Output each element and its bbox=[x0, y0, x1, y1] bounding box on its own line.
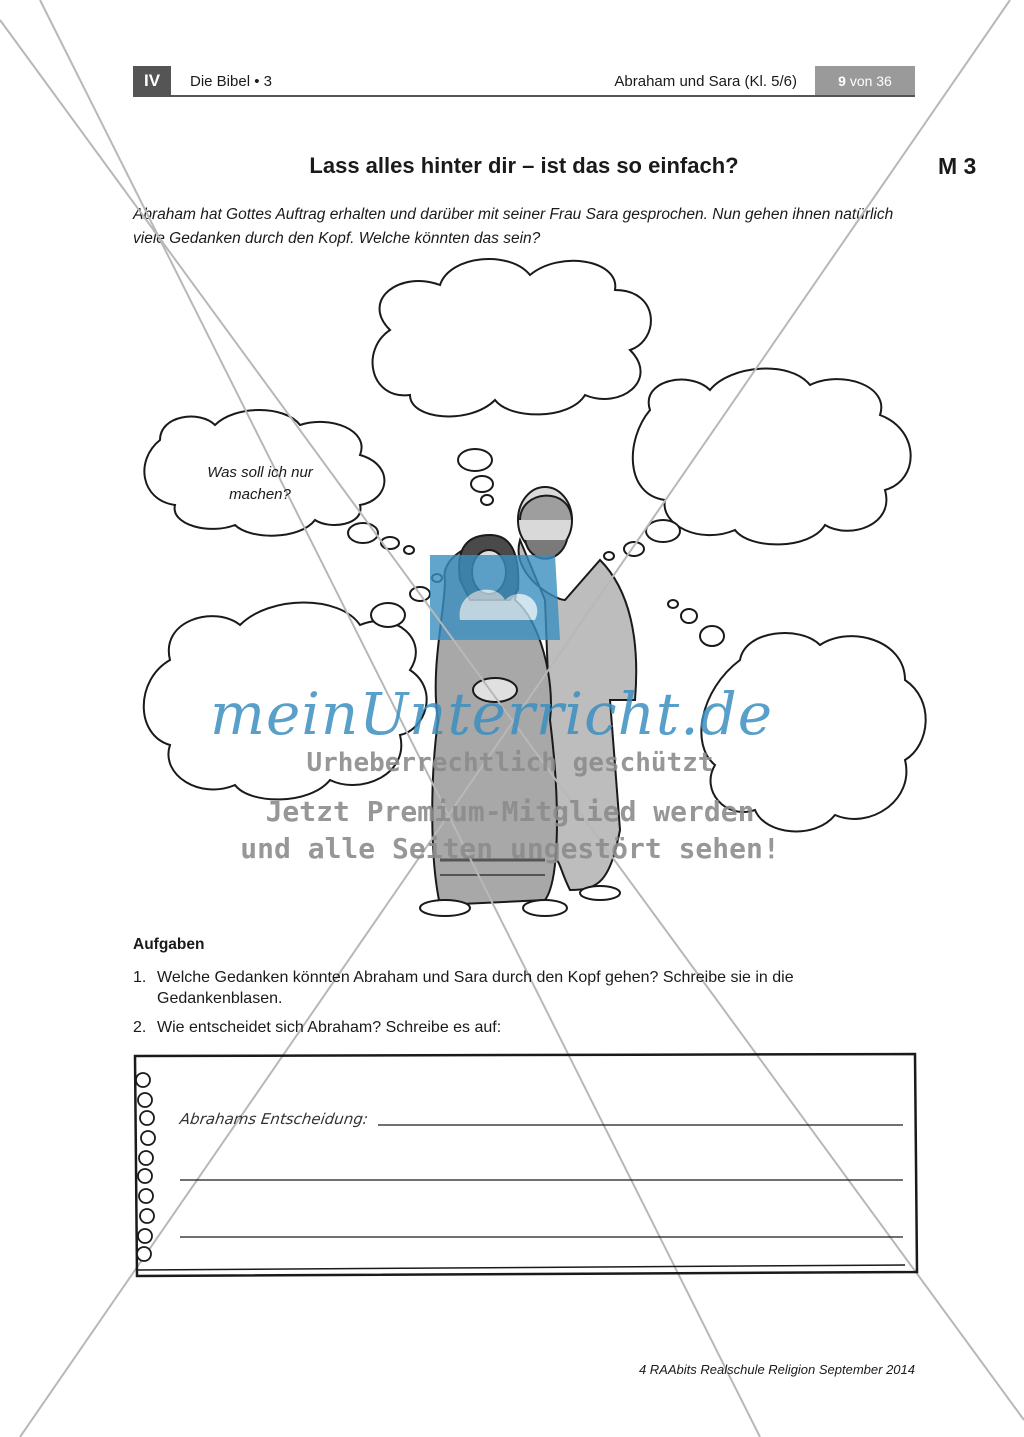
bubble-dot bbox=[646, 520, 680, 542]
bubble-dot bbox=[371, 603, 405, 627]
page-total: von 36 bbox=[849, 73, 892, 89]
task-text: Wie entscheidet sich Abraham? Schreibe es auf: bbox=[157, 1019, 502, 1036]
answer-lines bbox=[180, 1125, 903, 1237]
bubble-dot bbox=[348, 523, 378, 543]
bubble-dot bbox=[668, 600, 678, 608]
bubble-dot bbox=[681, 609, 697, 623]
thought-bubble-text bbox=[170, 462, 350, 506]
watermark-logo: meinUnterricht.de bbox=[210, 680, 774, 748]
watermark-line-3: und alle Seiten ungestört sehen! bbox=[240, 832, 780, 865]
bubble-dot bbox=[481, 495, 493, 505]
page-current: 9 bbox=[838, 73, 846, 89]
task-item bbox=[133, 1017, 917, 1038]
material-code: M 3 bbox=[938, 153, 977, 179]
task-item bbox=[133, 967, 917, 1009]
page-title: Lass alles hinter dir – ist das so einfach? bbox=[309, 153, 739, 178]
thought-cloud-top bbox=[373, 259, 651, 416]
bubble-dot bbox=[700, 626, 724, 646]
unit-title: Abraham und Sara (Kl. 5/6) bbox=[614, 73, 797, 90]
watermark-line-1: Urheberrechtlich geschützt bbox=[306, 748, 714, 778]
thought-line-2: machen? bbox=[229, 486, 291, 503]
series-title: Die Bibel • 3 bbox=[190, 73, 272, 90]
watermark-icon bbox=[430, 555, 560, 640]
bubble-dot bbox=[471, 476, 493, 492]
footer-credit: 4 RAAbits Realschule Religion September 2014 bbox=[638, 1362, 915, 1377]
task-number: 2. bbox=[133, 1019, 147, 1036]
intro-text: Abraham hat Gottes Auftrag erhalten und darüber mit seiner Frau Sara gesprochen. Nun gehen ihnen natürlich viele Gedanken durch den Kopf. Welche könnten das sein? bbox=[133, 206, 894, 247]
bubble-dot bbox=[404, 546, 414, 554]
answer-box-frame bbox=[135, 1054, 917, 1276]
bubble-dot bbox=[604, 552, 614, 560]
task-text: Welche Gedanken könnten Abraham und Sara durch den Kopf gehen? Schreibe sie in die Gedankenblasen. bbox=[157, 969, 794, 1007]
watermark-line-2: Jetzt Premium-Mitglied werden bbox=[265, 795, 755, 828]
answer-label: Abrahams Entscheidung: bbox=[178, 1110, 370, 1128]
thought-cloud-right bbox=[633, 369, 911, 545]
tasks-heading: Aufgaben bbox=[133, 936, 205, 953]
task-number: 1. bbox=[133, 969, 147, 986]
spiral-rings bbox=[136, 1073, 155, 1261]
thought-line-1: Was soll ich nur bbox=[207, 464, 313, 481]
section-badge: IV bbox=[133, 66, 171, 96]
bubble-dot bbox=[458, 449, 492, 471]
